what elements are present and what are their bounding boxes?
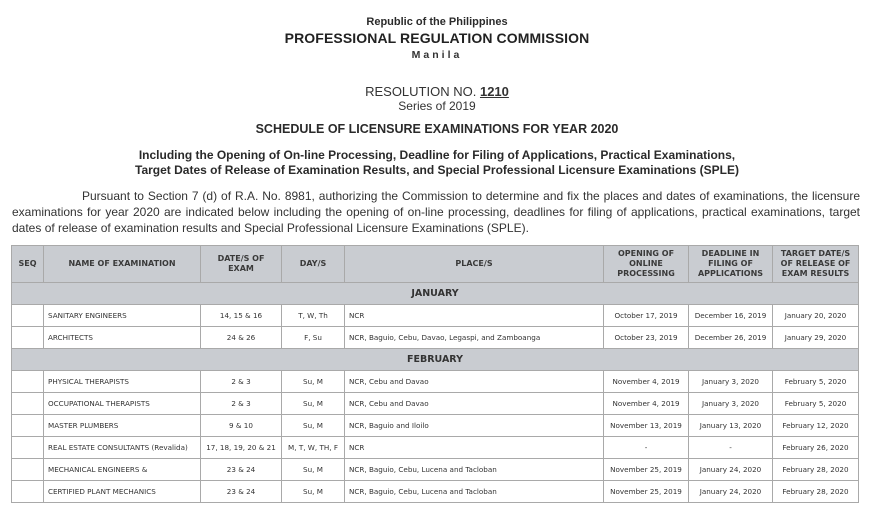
intro-paragraph-text: Pursuant to Section 7 (d) of R.A. No. 8981, authorizing the Commission to determine and fix the places and dates of examinations, the licensure examinations for year 2020 are indicated below including the opening of on-line processing, deadlines for filing of applications, practical examinations, target dates of release of examination results and Special Professional Licensure Examinations (SPLE). [12, 189, 860, 235]
city-label: Manila [411, 49, 463, 61]
cell-opening: November 13, 2019 [604, 415, 689, 437]
cell-opening: - [604, 437, 689, 459]
month-row-january [12, 283, 859, 305]
cell-days: T, W, Th [282, 305, 345, 327]
table-row [12, 437, 859, 459]
cell-release: January 29, 2020 [773, 327, 859, 349]
cell-seq [12, 459, 44, 481]
col-header-name: NAME OF EXAMINATION [44, 246, 201, 283]
cell-exam-name: MASTER PLUMBERS [44, 415, 201, 437]
col-header-seq: SEQ [12, 246, 44, 283]
cell-release: February 26, 2020 [773, 437, 859, 459]
cell-release: February 28, 2020 [773, 459, 859, 481]
col-header-release: TARGET DATE/S OF RELEASE OF EXAM RESULTS [773, 246, 859, 283]
month-label: JANUARY [12, 283, 859, 305]
intro-paragraph [12, 188, 860, 236]
table-row [12, 393, 859, 415]
cell-days: M, T, W, TH, F [282, 437, 345, 459]
table-row [12, 371, 859, 393]
cell-places: NCR, Baguio and Iloilo [345, 415, 604, 437]
table-row [12, 327, 859, 349]
cell-release: January 20, 2020 [773, 305, 859, 327]
col-header-opening: OPENING OF ONLINE PROCESSING [604, 246, 689, 283]
cell-opening: November 4, 2019 [604, 371, 689, 393]
cell-release: February 28, 2020 [773, 481, 859, 503]
cell-seq [12, 327, 44, 349]
col-header-days: DAY/S [282, 246, 345, 283]
cell-deadline: December 16, 2019 [689, 305, 773, 327]
cell-exam-name: ARCHITECTS [44, 327, 201, 349]
cell-places: NCR, Cebu and Davao [345, 393, 604, 415]
resolution-number-line [0, 84, 874, 99]
cell-exam-name: REAL ESTATE CONSULTANTS (Revalida) [44, 437, 201, 459]
cell-days: F, Su [282, 327, 345, 349]
col-header-dates: DATE/S OF EXAM [201, 246, 282, 283]
republic-label: Republic of the Philippines [366, 16, 508, 28]
cell-deadline: January 24, 2020 [689, 459, 773, 481]
document-title: SCHEDULE OF LICENSURE EXAMINATIONS FOR YEAR 2020 [255, 122, 619, 136]
cell-deadline: - [689, 437, 773, 459]
cell-days: Su, M [282, 459, 345, 481]
exam-schedule-table [11, 245, 859, 503]
cell-release: February 5, 2020 [773, 371, 859, 393]
subtitle-line-2: Target Dates of Release of Examination Results, and Special Professional Licensure Examinations (SPLE) [135, 163, 739, 177]
cell-opening: October 23, 2019 [604, 327, 689, 349]
cell-dates: 14, 15 & 16 [201, 305, 282, 327]
resolution-number: 1210 [479, 84, 509, 99]
cell-deadline: December 26, 2019 [689, 327, 773, 349]
table-row [12, 305, 859, 327]
table-row [12, 481, 859, 503]
cell-opening: November 25, 2019 [604, 459, 689, 481]
cell-days: Su, M [282, 393, 345, 415]
cell-days: Su, M [282, 415, 345, 437]
cell-seq [12, 305, 44, 327]
col-header-deadline: DEADLINE IN FILING OF APPLICATIONS [689, 246, 773, 283]
cell-seq [12, 393, 44, 415]
table-row [12, 459, 859, 481]
cell-exam-name: OCCUPATIONAL THERAPISTS [44, 393, 201, 415]
month-label: FEBRUARY [12, 349, 859, 371]
month-row-february [12, 349, 859, 371]
cell-opening: October 17, 2019 [604, 305, 689, 327]
resolution-label: RESOLUTION NO. [365, 84, 477, 99]
cell-places: NCR, Baguio, Cebu, Lucena and Tacloban [345, 459, 604, 481]
cell-places: NCR [345, 305, 604, 327]
cell-deadline: January 24, 2020 [689, 481, 773, 503]
cell-places: NCR, Baguio, Cebu, Lucena and Tacloban [345, 481, 604, 503]
cell-places: NCR, Baguio, Cebu, Davao, Legaspi, and Zamboanga [345, 327, 604, 349]
cell-places: NCR [345, 437, 604, 459]
cell-dates: 2 & 3 [201, 371, 282, 393]
cell-dates: 9 & 10 [201, 415, 282, 437]
cell-dates: 17, 18, 19, 20 & 21 [201, 437, 282, 459]
cell-seq [12, 371, 44, 393]
cell-days: Su, M [282, 371, 345, 393]
cell-dates: 23 & 24 [201, 459, 282, 481]
cell-deadline: January 3, 2020 [689, 371, 773, 393]
cell-seq [12, 481, 44, 503]
agency-name: PROFESSIONAL REGULATION COMMISSION [284, 30, 590, 46]
cell-seq [12, 437, 44, 459]
cell-exam-name: SANITARY ENGINEERS [44, 305, 201, 327]
cell-deadline: January 3, 2020 [689, 393, 773, 415]
cell-deadline: January 13, 2020 [689, 415, 773, 437]
cell-seq [12, 415, 44, 437]
cell-dates: 23 & 24 [201, 481, 282, 503]
cell-dates: 24 & 26 [201, 327, 282, 349]
cell-exam-name: CERTIFIED PLANT MECHANICS [44, 481, 201, 503]
cell-exam-name: MECHANICAL ENGINEERS & [44, 459, 201, 481]
cell-exam-name: PHYSICAL THERAPISTS [44, 371, 201, 393]
cell-opening: November 25, 2019 [604, 481, 689, 503]
series-label: Series of 2019 [398, 99, 476, 113]
cell-places: NCR, Cebu and Davao [345, 371, 604, 393]
subtitle-line-1: Including the Opening of On-line Processing, Deadline for Filing of Applications, Practical Examinations, [138, 148, 736, 162]
table-header-row [12, 246, 859, 283]
col-header-places: PLACE/S [345, 246, 604, 283]
cell-release: February 12, 2020 [773, 415, 859, 437]
cell-opening: November 4, 2019 [604, 393, 689, 415]
table-row [12, 415, 859, 437]
cell-dates: 2 & 3 [201, 393, 282, 415]
cell-release: February 5, 2020 [773, 393, 859, 415]
cell-days: Su, M [282, 481, 345, 503]
